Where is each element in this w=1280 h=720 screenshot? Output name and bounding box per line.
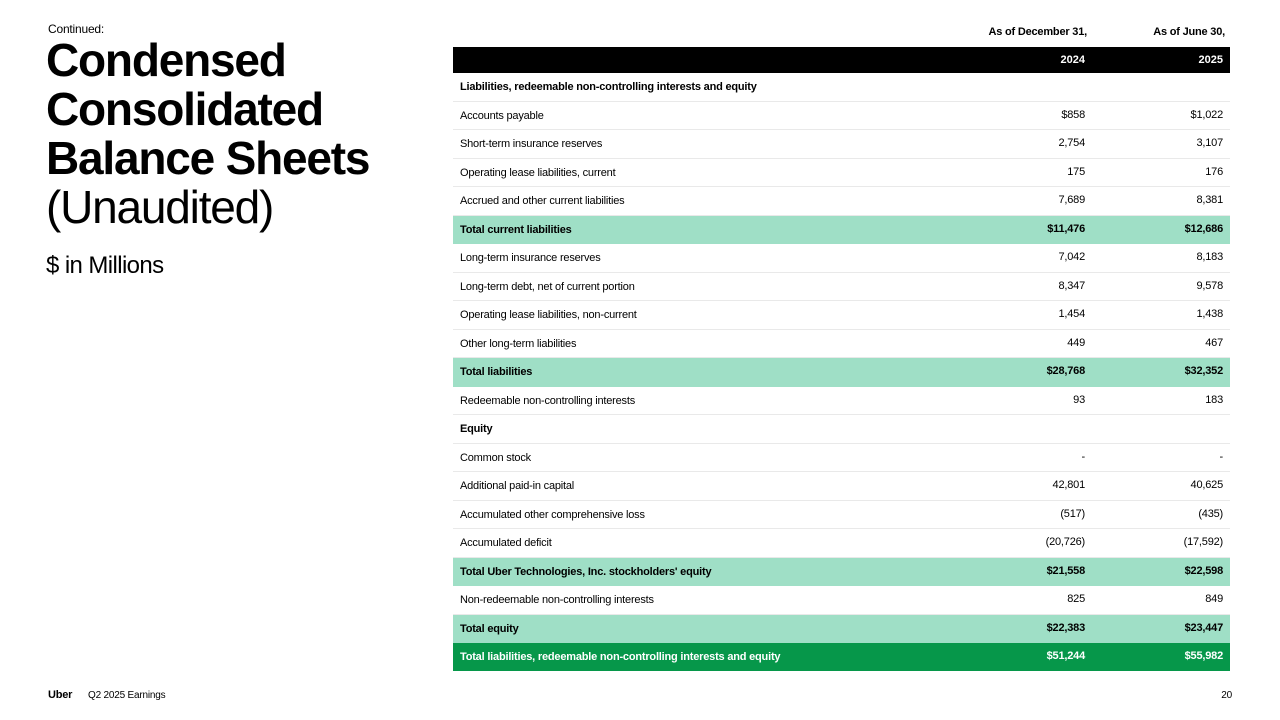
value-2024: 93 [1073, 393, 1085, 406]
value-2025: $23,447 [1184, 621, 1223, 634]
section-row [453, 73, 1230, 102]
value-2025: 3,107 [1196, 137, 1223, 149]
column-headings [453, 24, 1230, 42]
value-2024: $21,558 [1046, 564, 1085, 577]
row-label: Common stock [460, 451, 531, 464]
value-2025: $1,022 [1190, 108, 1223, 121]
table-row [453, 330, 1230, 359]
value-2025: 9,578 [1196, 279, 1223, 292]
row-label: Additional paid-in capital [460, 480, 575, 492]
value-2024: $28,768 [1046, 365, 1085, 377]
table-row [453, 387, 1230, 416]
column-heading-june: As of June 30, [1153, 26, 1225, 38]
year-2025-heading: 2025 [1198, 54, 1223, 66]
value-2025: 1,438 [1196, 308, 1223, 320]
row-label: Accounts payable [460, 109, 544, 122]
value-2024: $51,244 [1046, 650, 1085, 662]
year-2024-heading: 2024 [1060, 54, 1085, 66]
row-label: Total liabilities, redeemable non-controlling interests and equity [460, 651, 781, 663]
value-2025: 8,183 [1196, 251, 1223, 263]
row-label: Redeemable non-controlling interests [460, 394, 636, 407]
value-2024: 2,754 [1058, 137, 1085, 149]
row-label: Other long-term liabilities [460, 337, 577, 350]
value-2025: 40,625 [1190, 479, 1223, 491]
value-2025: (17,592) [1183, 536, 1223, 548]
table-row [453, 529, 1230, 558]
value-2025: 849 [1205, 593, 1223, 605]
value-2024: (517) [1060, 507, 1085, 520]
value-2025: (435) [1198, 507, 1223, 520]
total-row [453, 216, 1230, 245]
table-row [453, 301, 1230, 330]
table-row [453, 187, 1230, 216]
row-label: Operating lease liabilities, non-current [460, 309, 637, 321]
table-row [453, 273, 1230, 302]
value-2025: $55,982 [1184, 650, 1223, 662]
value-2024: - [1081, 450, 1085, 463]
value-2024: $22,383 [1046, 621, 1085, 634]
row-label: Accumulated other comprehensive loss [460, 508, 645, 521]
title-line-4: (Unaudited) [46, 181, 274, 233]
table-row [453, 159, 1230, 188]
value-2024: 1,454 [1058, 308, 1085, 320]
table-row [453, 244, 1230, 273]
value-2025: $12,686 [1184, 222, 1223, 235]
row-label: Long-term debt, net of current portion [460, 280, 635, 293]
row-label: Operating lease liabilities, current [460, 166, 616, 179]
total-row [453, 558, 1230, 587]
value-2025: 8,381 [1196, 194, 1223, 206]
title-line-2: Consolidated [46, 83, 323, 135]
table-header-row [453, 47, 1230, 73]
value-2024: 8,347 [1058, 279, 1085, 292]
table-row [453, 102, 1230, 131]
value-2024: 7,689 [1058, 194, 1085, 206]
uber-logo: Uber [48, 689, 73, 701]
value-2024: 42,801 [1052, 479, 1085, 491]
row-label: Total liabilities [460, 366, 533, 378]
value-2025: 467 [1205, 336, 1223, 349]
table-body [453, 73, 1230, 671]
total-row [453, 615, 1230, 644]
title-line-3: Balance Sheets [46, 132, 370, 184]
continued-label: Continued: [48, 22, 105, 36]
value-2024: 7,042 [1058, 251, 1085, 263]
value-2024: 449 [1067, 336, 1085, 349]
row-label: Total Uber Technologies, Inc. stockholders' equity [460, 565, 712, 578]
row-label: Non-redeemable non-controlling interests [460, 594, 654, 606]
row-label: Total equity [460, 622, 519, 635]
row-label: Long-term insurance reserves [460, 252, 601, 264]
value-2025: 176 [1205, 165, 1223, 178]
section-row [453, 415, 1230, 444]
row-label: Short-term insurance reserves [460, 138, 603, 150]
table-row [453, 130, 1230, 159]
value-2025: - [1219, 450, 1223, 463]
page-title [46, 36, 406, 232]
table-row [453, 501, 1230, 530]
units-label: $ in Millions [46, 252, 164, 279]
value-2025: $22,598 [1184, 564, 1223, 577]
table-row [453, 472, 1230, 501]
value-2024: 825 [1067, 593, 1085, 605]
total-row [453, 358, 1230, 387]
title-line-1: Condensed [46, 34, 286, 86]
value-2024: (20,726) [1045, 536, 1085, 548]
total-row [453, 643, 1230, 671]
row-label: Equity [460, 423, 493, 435]
row-label: Accumulated deficit [460, 537, 552, 549]
value-2024: 175 [1067, 165, 1085, 178]
value-2025: $32,352 [1184, 365, 1223, 377]
value-2024: $858 [1061, 108, 1085, 121]
row-label: Total current liabilities [460, 223, 572, 236]
value-2024: $11,476 [1047, 222, 1085, 235]
balance-sheet-table [453, 47, 1230, 671]
row-label: Accrued and other current liabilities [460, 195, 625, 207]
page-number: 20 [1221, 690, 1232, 701]
column-heading-december: As of December 31, [988, 26, 1087, 38]
table-row [453, 586, 1230, 615]
table-row [453, 444, 1230, 473]
report-name: Q2 2025 Earnings [88, 690, 166, 701]
row-label: Liabilities, redeemable non-controlling interests and equity [460, 81, 757, 93]
value-2025: 183 [1205, 393, 1223, 406]
